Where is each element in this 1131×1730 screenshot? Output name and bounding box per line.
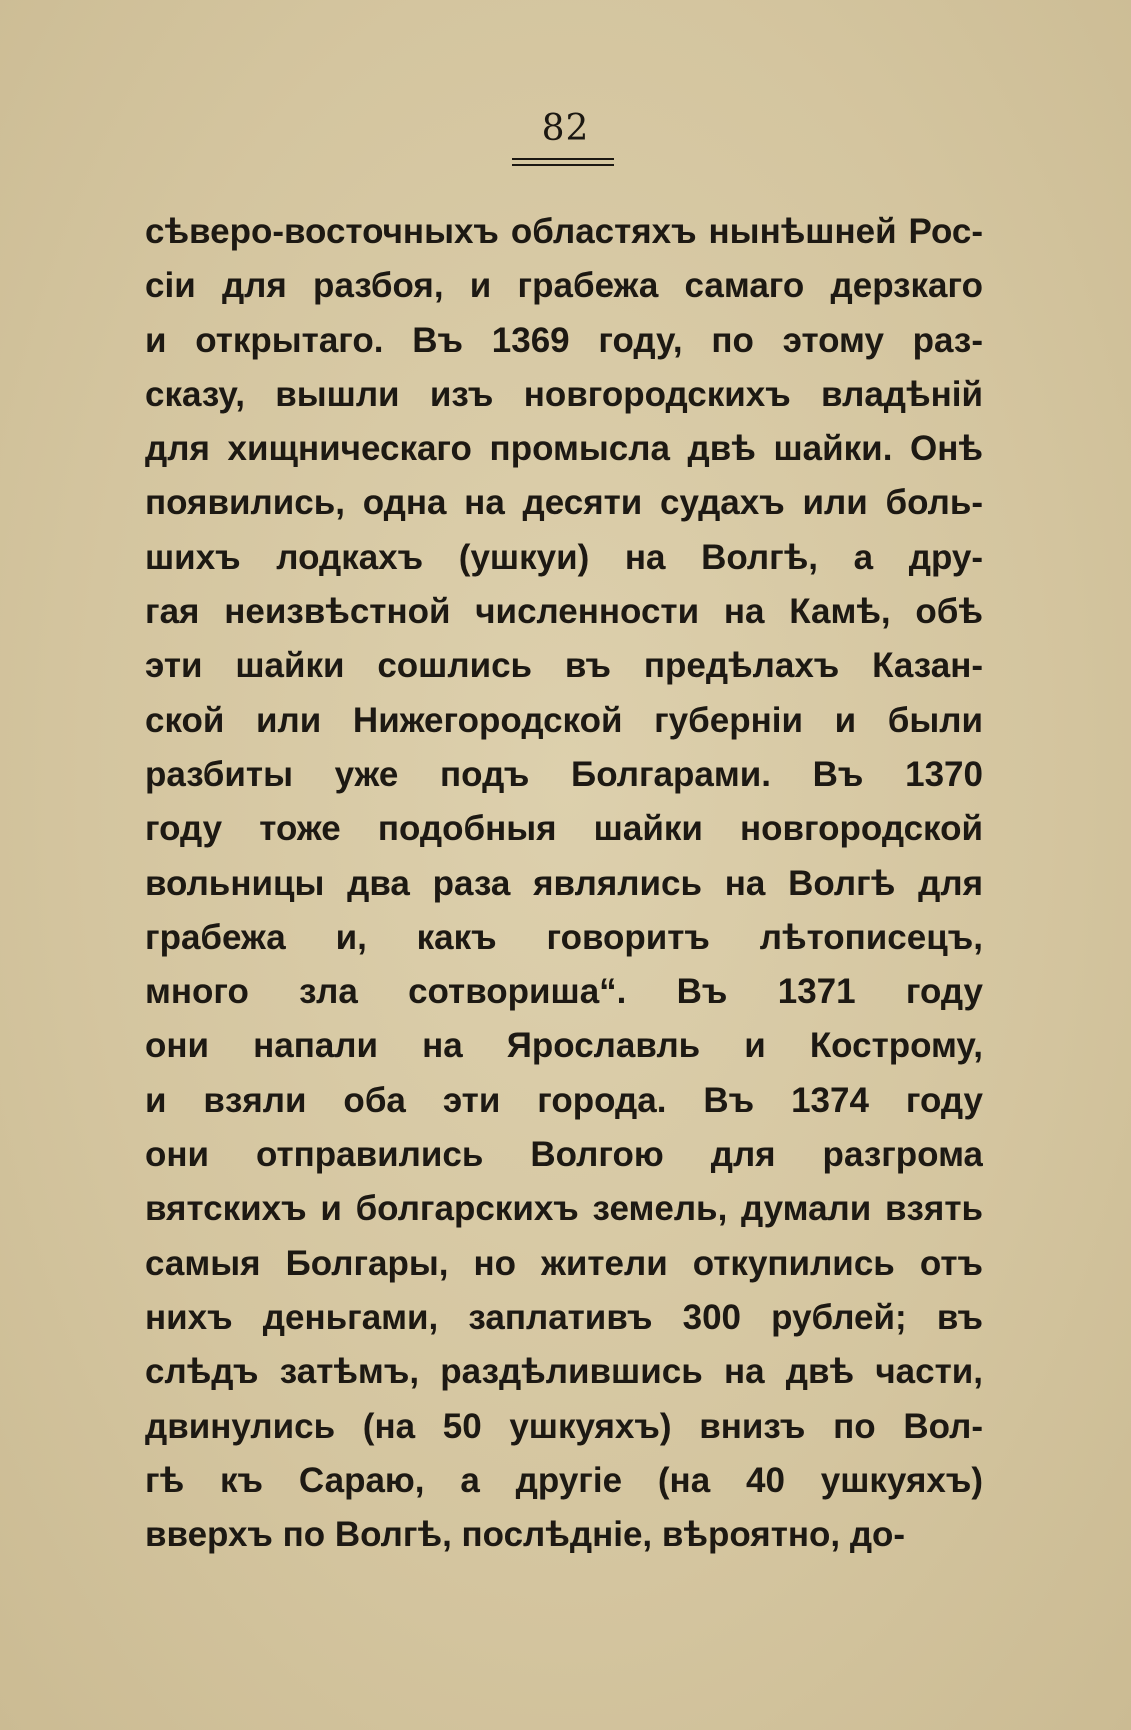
text-line: вятскихъ и болгарскихъ земель, думали взять	[145, 1189, 983, 1229]
text-line: ской или Нижегородской губерніи и были	[145, 700, 983, 740]
text-line: они отправились Волгою для разгрома	[145, 1135, 983, 1175]
text-line: сѣверо-восточныхъ областяхъ нынѣшней Рос-	[145, 212, 983, 251]
page-number-rule-top	[512, 158, 614, 160]
page-number: 82	[541, 108, 590, 149]
text-line: слѣдъ затѣмъ, раздѣлившись на двѣ части,	[145, 1352, 983, 1392]
text-line: сіи для разбоя, и грабежа самаго дерзкаго	[145, 266, 983, 306]
text-line: много зла сотвориша“. Въ 1371 году	[145, 972, 983, 1012]
text-line: самыя Болгары, но жители откупились отъ	[145, 1243, 983, 1283]
text-line: и взяли оба эти города. Въ 1374 году	[145, 1080, 983, 1120]
text-line: для хищническаго промысла двѣ шайки. Онѣ	[145, 429, 983, 469]
text-line: гѣ къ Сараю, а другіе (на 40 ушкуяхъ)	[145, 1460, 983, 1500]
text-line: вверхъ по Волгѣ, послѣдніе, вѣроятно, до-	[145, 1515, 906, 1555]
text-line: они напали на Ярославль и Кострому,	[145, 1026, 983, 1066]
page-number-rule-bottom	[512, 164, 614, 166]
text-line: гая неизвѣстной численности на Камѣ, обѣ	[145, 592, 983, 632]
text-line: и открытаго. Въ 1369 году, по этому раз-	[145, 320, 983, 360]
text-line: появились, одна на десяти судахъ или боль-	[145, 483, 983, 523]
text-line: двинулись (на 50 ушкуяхъ) внизъ по Вол-	[145, 1406, 983, 1446]
text-line: разбиты уже подъ Болгарами. Въ 1370	[145, 754, 983, 794]
body-text	[145, 205, 983, 1562]
text-line: году тоже подобныя шайки новгородской	[145, 809, 983, 849]
text-line: грабежа и, какъ говоритъ лѣтописецъ,	[145, 917, 983, 957]
text-line: сказу, вышли изъ новгородскихъ владѣній	[145, 374, 983, 414]
text-line: шихъ лодкахъ (ушкуи) на Волгѣ, а дру-	[145, 537, 983, 577]
text-line: нихъ деньгами, заплативъ 300 рублей; въ	[145, 1297, 983, 1337]
text-line: эти шайки сошлись въ предѣлахъ Казан-	[145, 646, 983, 686]
text-line: вольницы два раза являлись на Волгѣ для	[145, 863, 983, 903]
